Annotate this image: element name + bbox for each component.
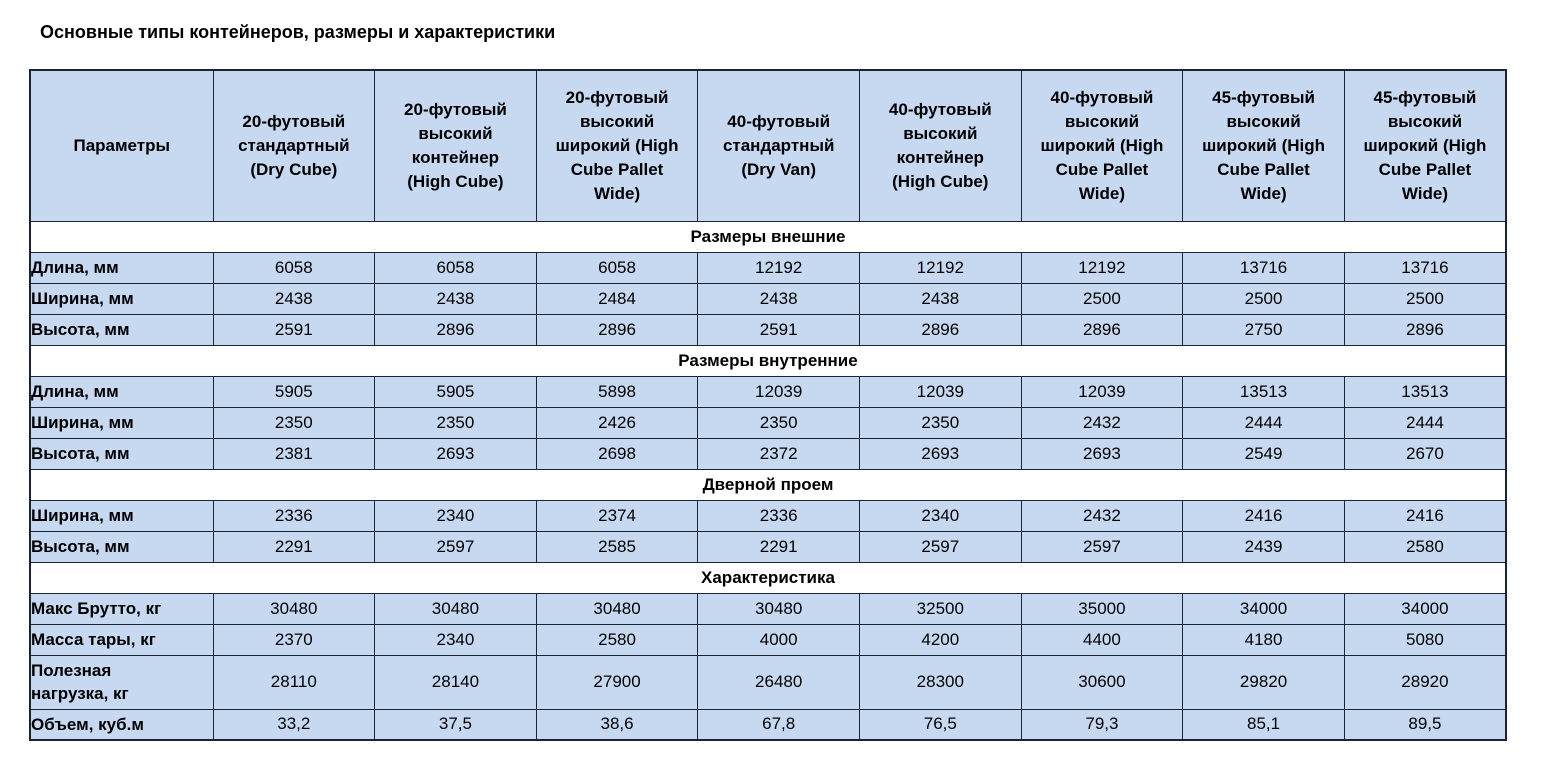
value-cell: 2432 xyxy=(1021,407,1183,438)
section-title-cell xyxy=(30,469,1506,500)
value-cell: 34000 xyxy=(1344,593,1506,624)
param-label-cell xyxy=(30,314,213,345)
section-title-cell xyxy=(30,562,1506,593)
value-cell: 38,6 xyxy=(536,709,698,740)
value-cell: 2291 xyxy=(213,531,375,562)
value-cell: 2693 xyxy=(860,438,1022,469)
data-row xyxy=(30,283,1506,314)
param-label: Ширина, мм xyxy=(31,289,134,308)
value-cell: 2591 xyxy=(213,314,375,345)
value-cell: 6058 xyxy=(375,252,537,283)
document-title: Основные типы контейнеров, размеры и характеристики xyxy=(40,22,556,42)
column-header-line: высокий xyxy=(418,123,493,143)
data-row xyxy=(30,376,1506,407)
value-cell: 27900 xyxy=(536,655,698,709)
column-header-4 xyxy=(698,70,860,221)
param-label: Длина, мм xyxy=(31,382,119,401)
data-row xyxy=(30,655,1506,709)
column-header-3 xyxy=(536,70,698,221)
column-header-line: Cube Pallet xyxy=(570,159,664,179)
value-cell: 2372 xyxy=(698,438,860,469)
section-title-cell xyxy=(30,345,1506,376)
column-header-line: 20-футовый xyxy=(242,111,346,131)
column-header-line: контейнер xyxy=(411,147,500,167)
value-cell: 2597 xyxy=(1021,531,1183,562)
value-cell: 6058 xyxy=(536,252,698,283)
column-header-line: (Dry Van) xyxy=(741,159,816,179)
section-row xyxy=(30,345,1506,376)
value-cell: 13716 xyxy=(1183,252,1345,283)
value-cell: 2381 xyxy=(213,438,375,469)
value-cell: 30480 xyxy=(213,593,375,624)
value-cell: 2698 xyxy=(536,438,698,469)
value-cell: 2591 xyxy=(698,314,860,345)
value-cell: 2585 xyxy=(536,531,698,562)
value-cell: 2416 xyxy=(1183,500,1345,531)
data-row xyxy=(30,438,1506,469)
value-cell: 13716 xyxy=(1344,252,1506,283)
param-label-cell xyxy=(30,500,213,531)
value-cell: 30480 xyxy=(698,593,860,624)
column-header-6 xyxy=(1021,70,1183,221)
value-cell: 2896 xyxy=(860,314,1022,345)
value-cell: 34000 xyxy=(1183,593,1345,624)
value-cell: 2438 xyxy=(698,283,860,314)
column-header-line: высокий xyxy=(1387,111,1463,131)
value-cell: 2580 xyxy=(1344,531,1506,562)
value-cell: 89,5 xyxy=(1344,709,1506,740)
header-row xyxy=(30,70,1506,221)
column-header-line: высокий xyxy=(903,123,978,143)
value-cell: 2340 xyxy=(375,500,537,531)
value-cell: 28300 xyxy=(860,655,1022,709)
param-label: Длина, мм xyxy=(31,258,119,277)
param-label-cell xyxy=(30,283,213,314)
data-row xyxy=(30,624,1506,655)
value-cell: 28140 xyxy=(375,655,537,709)
value-cell: 2549 xyxy=(1183,438,1345,469)
param-header-label: Параметры xyxy=(73,135,171,155)
value-cell: 2439 xyxy=(1183,531,1345,562)
column-header-line: контейнер xyxy=(896,147,984,167)
value-cell: 67,8 xyxy=(698,709,860,740)
value-cell: 2597 xyxy=(375,531,537,562)
section-row xyxy=(30,221,1506,252)
data-row xyxy=(30,709,1506,740)
column-header-line: Cube Pallet xyxy=(1378,159,1472,179)
value-cell: 37,5 xyxy=(375,709,537,740)
param-label: Масса тары, кг xyxy=(31,630,156,649)
value-cell: 32500 xyxy=(860,593,1022,624)
value-cell: 13513 xyxy=(1183,376,1345,407)
value-cell: 79,3 xyxy=(1021,709,1183,740)
value-cell: 2896 xyxy=(1344,314,1506,345)
value-cell: 2438 xyxy=(375,283,537,314)
value-cell: 2340 xyxy=(860,500,1022,531)
param-label-cell xyxy=(30,593,213,624)
value-cell: 30480 xyxy=(536,593,698,624)
column-header-line: Cube Pallet xyxy=(1055,159,1149,179)
value-cell: 2350 xyxy=(860,407,1022,438)
column-header-line: (High Cube) xyxy=(892,171,989,191)
section-title-cell xyxy=(30,221,1506,252)
data-row xyxy=(30,252,1506,283)
column-header-5 xyxy=(860,70,1022,221)
value-cell: 2291 xyxy=(698,531,860,562)
param-label: Полезная xyxy=(31,661,112,680)
value-cell: 30480 xyxy=(375,593,537,624)
data-row xyxy=(30,500,1506,531)
column-header-8 xyxy=(1344,70,1506,221)
column-header-line: 40-футовый xyxy=(1050,87,1154,107)
section-title: Характеристика xyxy=(701,567,835,587)
column-header-line: (Dry Cube) xyxy=(250,159,338,179)
value-cell: 2693 xyxy=(1021,438,1183,469)
param-label: Ширина, мм xyxy=(31,413,134,432)
column-header-line: широкий (High xyxy=(1363,135,1487,155)
value-cell: 29820 xyxy=(1183,655,1345,709)
value-cell: 2500 xyxy=(1183,283,1345,314)
value-cell: 28110 xyxy=(213,655,375,709)
param-label-cell xyxy=(30,438,213,469)
param-label-cell xyxy=(30,624,213,655)
value-cell: 12192 xyxy=(1021,252,1183,283)
value-cell: 30600 xyxy=(1021,655,1183,709)
value-cell: 2500 xyxy=(1021,283,1183,314)
value-cell: 5905 xyxy=(213,376,375,407)
value-cell: 5905 xyxy=(375,376,537,407)
value-cell: 2693 xyxy=(375,438,537,469)
column-header-line: высокий xyxy=(579,111,655,131)
value-cell: 2500 xyxy=(1344,283,1506,314)
table-header xyxy=(30,70,1506,221)
value-cell: 2896 xyxy=(536,314,698,345)
column-header-line: 45-футовый xyxy=(1212,87,1315,107)
param-label: Высота, мм xyxy=(31,537,130,556)
column-header-line: Wide) xyxy=(1240,183,1287,203)
value-cell: 12192 xyxy=(698,252,860,283)
value-cell: 2484 xyxy=(536,283,698,314)
value-cell: 2438 xyxy=(213,283,375,314)
value-cell: 5898 xyxy=(536,376,698,407)
column-header-line: 20-футовый xyxy=(404,99,507,119)
value-cell: 2438 xyxy=(860,283,1022,314)
data-row xyxy=(30,314,1506,345)
column-header-line: 40-футовый xyxy=(727,111,831,131)
value-cell: 2336 xyxy=(698,500,860,531)
column-header-2 xyxy=(375,70,537,221)
section-row xyxy=(30,469,1506,500)
section-title: Размеры внутренние xyxy=(678,350,858,370)
value-cell: 2416 xyxy=(1344,500,1506,531)
value-cell: 33,2 xyxy=(213,709,375,740)
data-row xyxy=(30,531,1506,562)
param-label-cell xyxy=(30,709,213,740)
value-cell: 2896 xyxy=(1021,314,1183,345)
param-label-cell xyxy=(30,655,213,709)
value-cell: 2350 xyxy=(213,407,375,438)
value-cell: 4180 xyxy=(1183,624,1345,655)
value-cell: 12192 xyxy=(860,252,1022,283)
param-label-cell xyxy=(30,407,213,438)
column-header-7 xyxy=(1183,70,1345,221)
param-label-cell xyxy=(30,376,213,407)
param-label: Макс Брутто, кг xyxy=(31,599,162,618)
column-header-line: высокий xyxy=(1064,111,1140,131)
param-label-cell xyxy=(30,531,213,562)
param-label: нагрузка, кг xyxy=(31,684,129,703)
param-label: Объем, куб.м xyxy=(31,714,144,734)
value-cell: 2597 xyxy=(860,531,1022,562)
param-label: Ширина, мм xyxy=(31,506,134,525)
section-row xyxy=(30,562,1506,593)
value-cell: 12039 xyxy=(860,376,1022,407)
value-cell: 35000 xyxy=(1021,593,1183,624)
column-header-line: широкий (High xyxy=(555,135,679,155)
value-cell: 13513 xyxy=(1344,376,1506,407)
value-cell: 6058 xyxy=(213,252,375,283)
column-header-1 xyxy=(213,70,375,221)
value-cell: 2370 xyxy=(213,624,375,655)
column-header-line: широкий (High xyxy=(1202,135,1326,155)
value-cell: 2432 xyxy=(1021,500,1183,531)
value-cell: 2336 xyxy=(213,500,375,531)
value-cell: 28920 xyxy=(1344,655,1506,709)
value-cell: 12039 xyxy=(698,376,860,407)
value-cell: 2670 xyxy=(1344,438,1506,469)
param-label-cell xyxy=(30,252,213,283)
value-cell: 2580 xyxy=(536,624,698,655)
value-cell: 2350 xyxy=(375,407,537,438)
value-cell: 2426 xyxy=(536,407,698,438)
value-cell: 2340 xyxy=(375,624,537,655)
value-cell: 4000 xyxy=(698,624,860,655)
value-cell: 2444 xyxy=(1183,407,1345,438)
value-cell: 5080 xyxy=(1344,624,1506,655)
value-cell: 2374 xyxy=(536,500,698,531)
column-header-line: Wide) xyxy=(1401,183,1448,203)
value-cell: 12039 xyxy=(1021,376,1183,407)
column-header-line: (High Cube) xyxy=(407,171,504,191)
value-cell: 76,5 xyxy=(860,709,1022,740)
column-header-line: 20-футовый xyxy=(565,87,669,107)
value-cell: 4400 xyxy=(1021,624,1183,655)
value-cell: 4200 xyxy=(860,624,1022,655)
column-header-line: 40-футовый xyxy=(888,99,992,119)
column-header-line: Wide) xyxy=(1078,183,1125,203)
param-label: Высота, мм xyxy=(31,444,130,463)
container-specs-table xyxy=(29,69,1507,741)
param-label: Высота, мм xyxy=(31,320,130,339)
value-cell: 2896 xyxy=(375,314,537,345)
column-header-line: широкий (High xyxy=(1040,135,1164,155)
table-body xyxy=(30,221,1506,740)
column-header-line: Wide) xyxy=(594,183,641,203)
column-header-line: 45-футовый xyxy=(1373,87,1477,107)
column-header-line: высокий xyxy=(1226,111,1301,131)
value-cell: 2750 xyxy=(1183,314,1345,345)
value-cell: 85,1 xyxy=(1183,709,1345,740)
column-header-line: стандартный xyxy=(722,135,835,155)
section-title: Размеры внешние xyxy=(690,226,846,246)
value-cell: 2444 xyxy=(1344,407,1506,438)
column-header-line: стандартный xyxy=(238,135,350,155)
value-cell: 26480 xyxy=(698,655,860,709)
column-header-line: Cube Pallet xyxy=(1217,159,1310,179)
section-title: Дверной проем xyxy=(702,474,834,494)
param-header-cell xyxy=(30,70,213,221)
data-row xyxy=(30,593,1506,624)
value-cell: 2350 xyxy=(698,407,860,438)
data-row xyxy=(30,407,1506,438)
